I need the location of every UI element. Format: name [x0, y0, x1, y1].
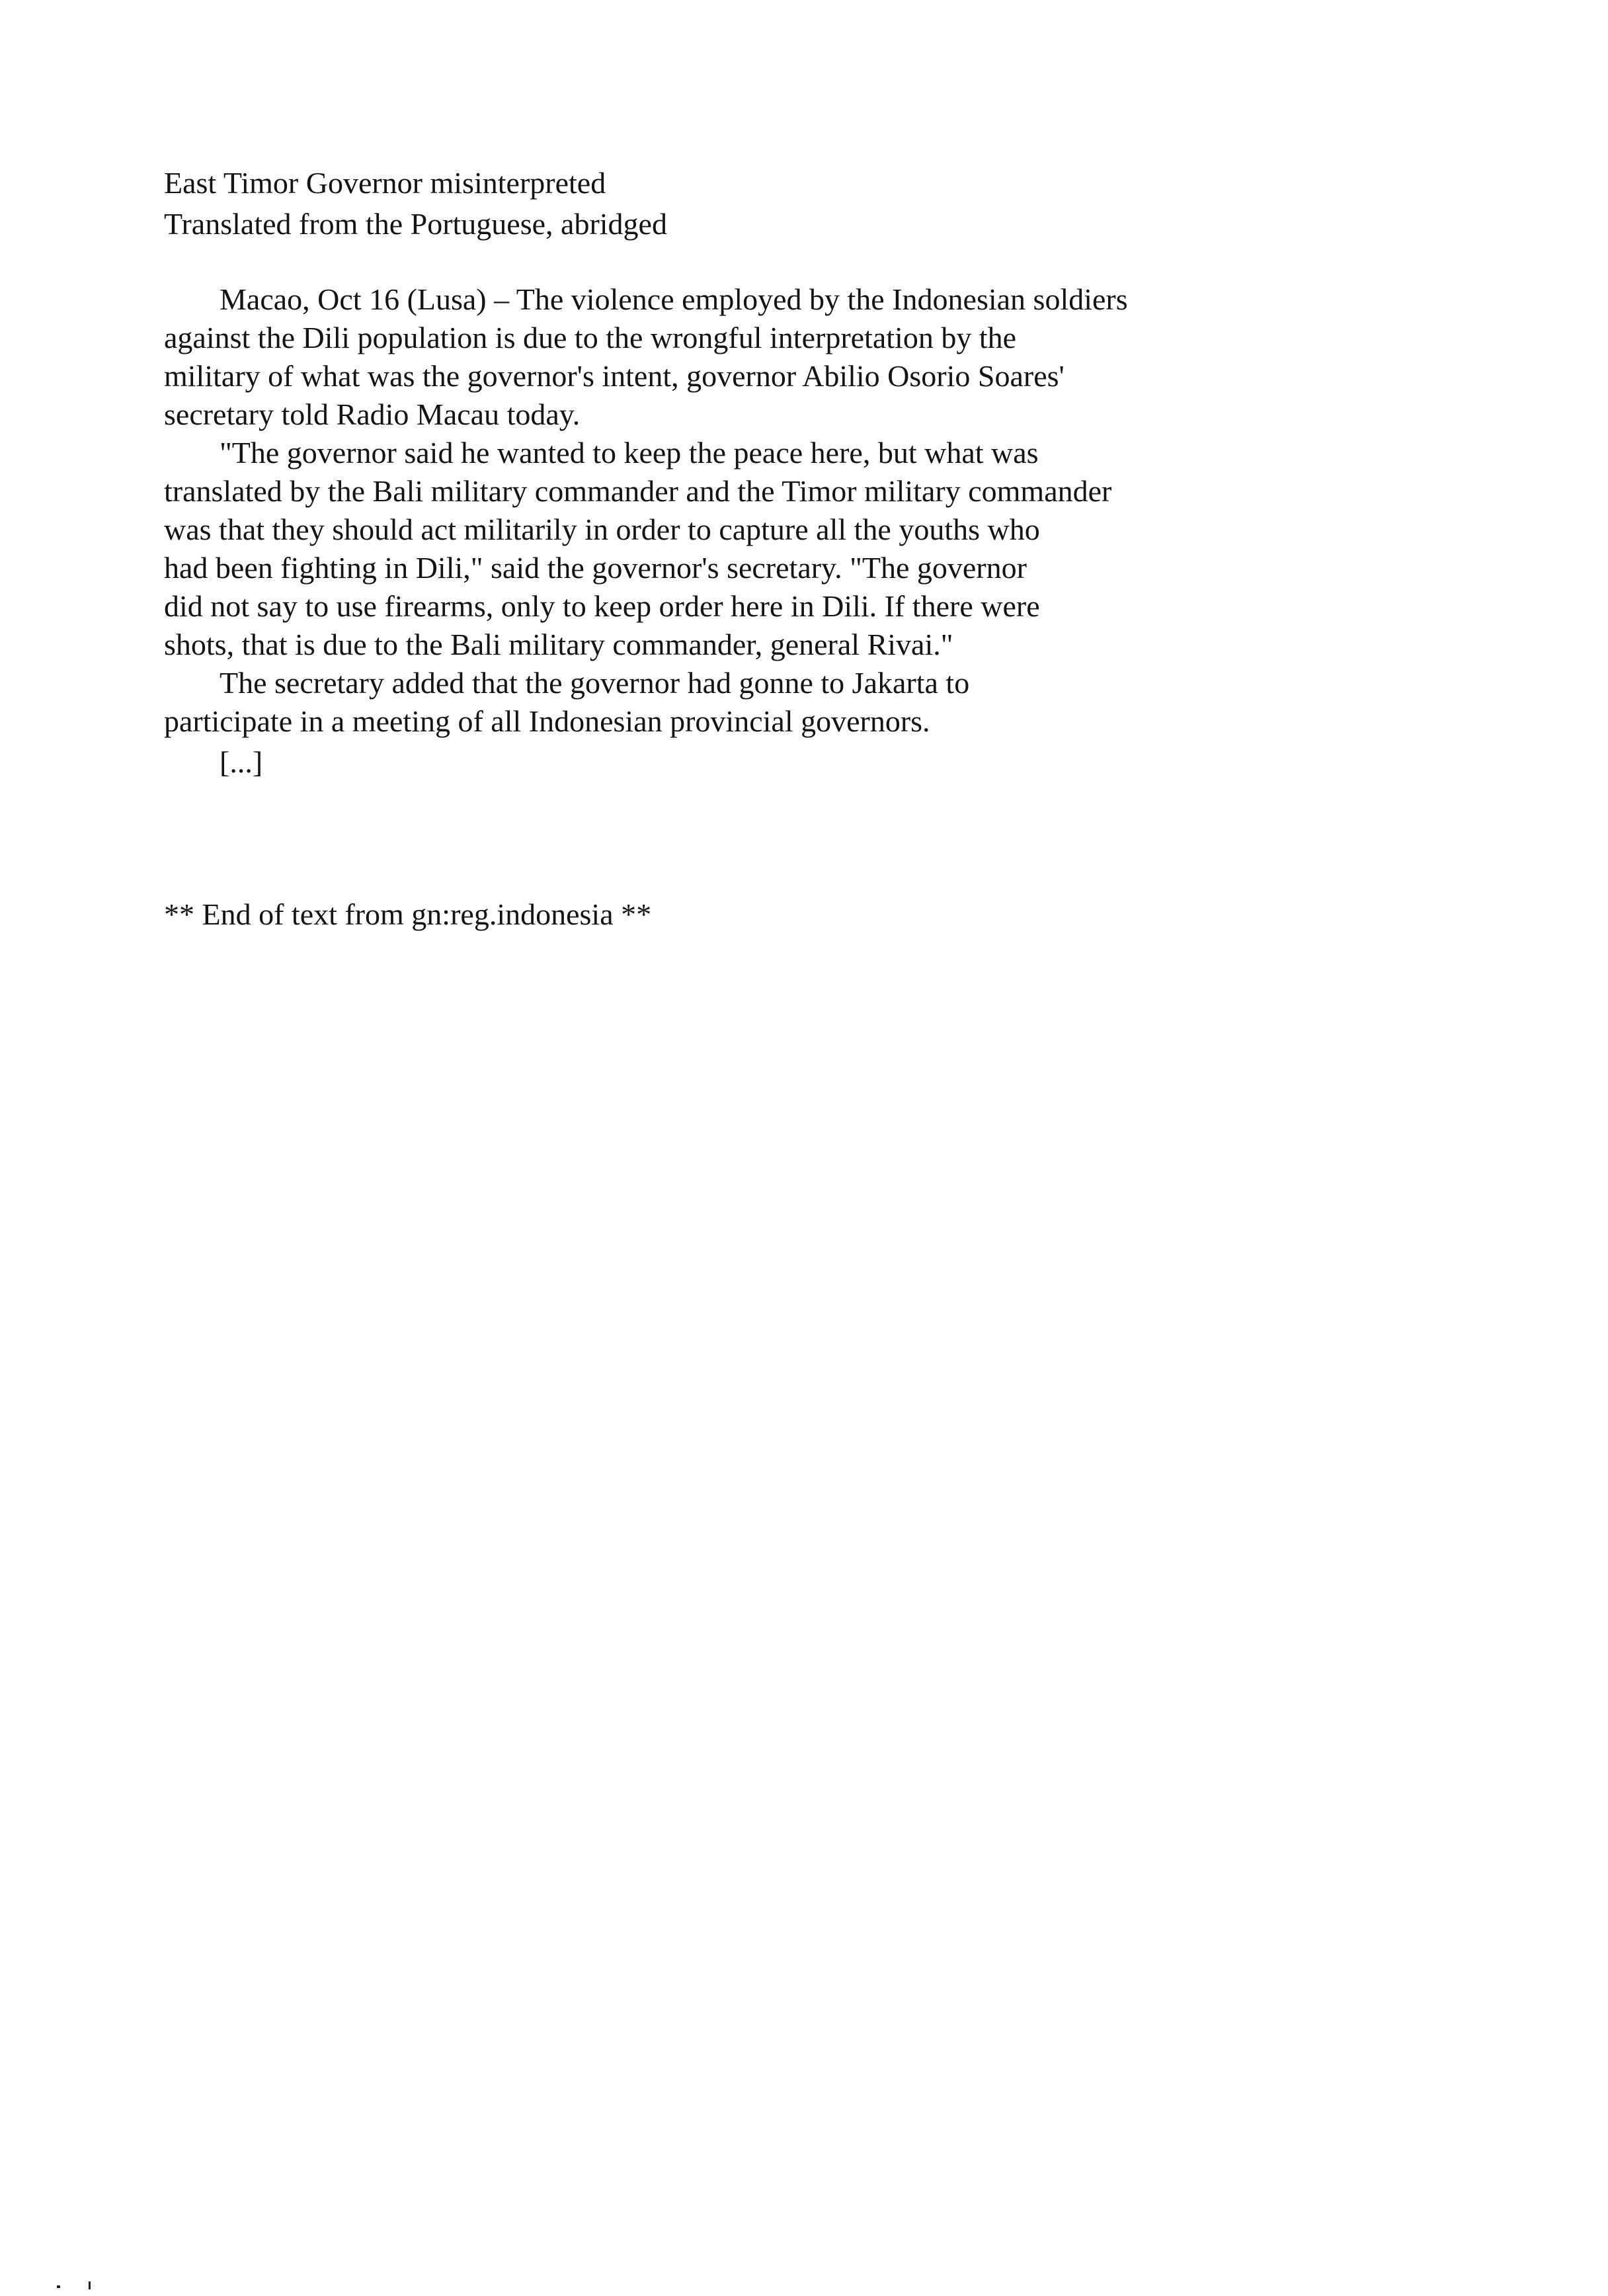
body-line: was that they should act militarily in order to capture all the youths who — [164, 512, 1040, 546]
body-line: did not say to use firearms, only to keep order here in Dili. If there were — [164, 589, 1040, 623]
scan-speck — [89, 2281, 91, 2289]
body-line: translated by the Bali military commander and the Timor military commander — [164, 474, 1112, 508]
body-line: "The governor said he wanted to keep the peace here, but what was — [220, 436, 1039, 470]
end-of-text-note: ** End of text from gn:reg.indonesia ** — [164, 897, 652, 931]
body-line: The secretary added that the governor had gonne to Jakarta to — [220, 666, 970, 700]
body-line: participate in a meeting of all Indonesian provincial governors. — [164, 704, 930, 738]
body-line: had been fighting in Dili," said the governor's secretary. "The governor — [164, 551, 1027, 585]
body-line: military of what was the governor's intent, governor Abilio Osorio Soares' — [164, 359, 1065, 393]
ellipsis-line: [...] — [220, 745, 263, 779]
document-subtitle: Translated from the Portuguese, abridged — [164, 207, 667, 241]
body-line: against the Dili population is due to the wrongful interpretation by the — [164, 321, 1017, 354]
scan-speck — [57, 2285, 60, 2288]
document-title: East Timor Governor misinterpreted — [164, 166, 606, 200]
body-line: Macao, Oct 16 (Lusa) – The violence employed by the Indonesian soldiers — [220, 282, 1128, 316]
body-line: secretary told Radio Macau today. — [164, 397, 581, 431]
body-line: shots, that is due to the Bali military commander, general Rivai." — [164, 628, 953, 661]
